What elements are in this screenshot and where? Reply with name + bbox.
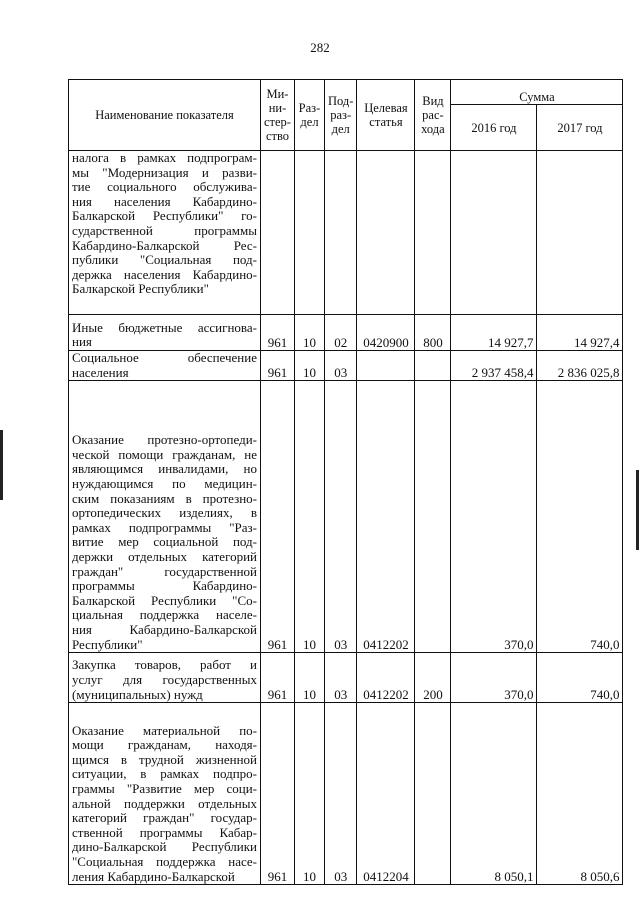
target-article: 0412202 — [357, 653, 415, 703]
section-code: 10 — [294, 653, 324, 703]
subsection-code: 03 — [324, 351, 356, 381]
subsection-code: 03 — [324, 381, 356, 653]
amount-2017: 2 836 025,8 — [537, 351, 623, 381]
target-article: 0412202 — [357, 381, 415, 653]
indicator-name: Закупка товаров, работ и услуг для государственных (муниципальных) нужд — [69, 653, 261, 703]
header-name: Наименование показателя — [69, 80, 261, 151]
page-number: 282 — [310, 40, 330, 55]
budget-table — [68, 79, 623, 885]
ministry-code: 961 — [261, 381, 295, 653]
indicator-name: Оказание материальной по- мощи гражданам, находя- щимся в трудной жизненной ситуации, в рамках подпро- граммы "Развитие мер соци- альной поддержки отдельных категорий граждан" государ- ственной программы Кабар- дино-Балкарской Республики "Социальная поддержка насе- ления Кабардино-Балкарской — [69, 703, 261, 885]
amount-2017: 8 050,6 — [537, 703, 623, 885]
amount-2016: 2 937 458,4 — [451, 351, 537, 381]
ministry-code: 961 — [261, 653, 295, 703]
amount-2016: 370,0 — [451, 381, 537, 653]
expense-type — [415, 151, 451, 315]
ministry-code: 961 — [261, 703, 295, 885]
right-margin-mark — [636, 470, 639, 550]
subsection-code — [324, 151, 356, 315]
left-margin-mark — [0, 430, 3, 500]
indicator-name: Оказание протезно-ортопеди- ческой помощи гражданам, не являющимся инвалидами, но нуждающимся по медицин- ским показаниям в протезно- ортопедических изделиях, в рамках подпрограммы "Раз- витие мер социальной под- держки отдельных категорий граждан" государственной программы Кабардино- Балкарской Республики "Со- циальная поддержка населе- ния Кабардино-Балкарской Республики" — [69, 381, 261, 653]
expense-type — [415, 703, 451, 885]
ministry-code — [261, 151, 295, 315]
indicator-name: налога в рамках подпрограм- мы "Модернизация и разви- тие социального обслужива- ния населения Кабардино- Балкарской Республики" го- сударственной программы Кабардино-Балкарской Рес- публики "Социальная под- держка населения Кабардино- Балкарской Республики" — [69, 151, 261, 315]
header-year-2016: 2016 год — [451, 105, 537, 151]
header-ministry: Ми- ни- стер- ство — [261, 80, 295, 151]
target-article: 0420900 — [357, 315, 415, 351]
section-code: 10 — [294, 315, 324, 351]
amount-2017: 14 927,4 — [537, 315, 623, 351]
amount-2017: 740,0 — [537, 381, 623, 653]
amount-2016: 8 050,1 — [451, 703, 537, 885]
section-code: 10 — [294, 703, 324, 885]
header-section: Раз- дел — [294, 80, 324, 151]
table-row — [69, 703, 623, 885]
table-row — [69, 351, 623, 381]
target-article — [357, 151, 415, 315]
header-sum: Сумма — [451, 80, 623, 105]
amount-2017 — [537, 151, 623, 315]
target-article — [357, 351, 415, 381]
indicator-name: Иные бюджетные ассигнова- ния — [69, 315, 261, 351]
subsection-code: 03 — [324, 703, 356, 885]
amount-2016 — [451, 151, 537, 315]
amount-2016: 370,0 — [451, 653, 537, 703]
section-code: 10 — [294, 381, 324, 653]
expense-type: 200 — [415, 653, 451, 703]
ministry-code: 961 — [261, 351, 295, 381]
amount-2017: 740,0 — [537, 653, 623, 703]
expense-type — [415, 351, 451, 381]
amount-2016: 14 927,7 — [451, 315, 537, 351]
header-expense-type: Вид рас- хода — [415, 80, 451, 151]
table-row — [69, 381, 623, 653]
table-row — [69, 653, 623, 703]
header-subsection: Под- раз- дел — [324, 80, 356, 151]
expense-type — [415, 381, 451, 653]
table-row — [69, 151, 623, 315]
ministry-code: 961 — [261, 315, 295, 351]
expense-type: 800 — [415, 315, 451, 351]
indicator-name: Социальное обеспечение населения — [69, 351, 261, 381]
section-code: 10 — [294, 351, 324, 381]
target-article: 0412204 — [357, 703, 415, 885]
section-code — [294, 151, 324, 315]
subsection-code: 03 — [324, 653, 356, 703]
subsection-code: 02 — [324, 315, 356, 351]
header-year-2017: 2017 год — [537, 105, 623, 151]
table-row — [69, 315, 623, 351]
header-target-article: Целевая статья — [357, 80, 415, 151]
